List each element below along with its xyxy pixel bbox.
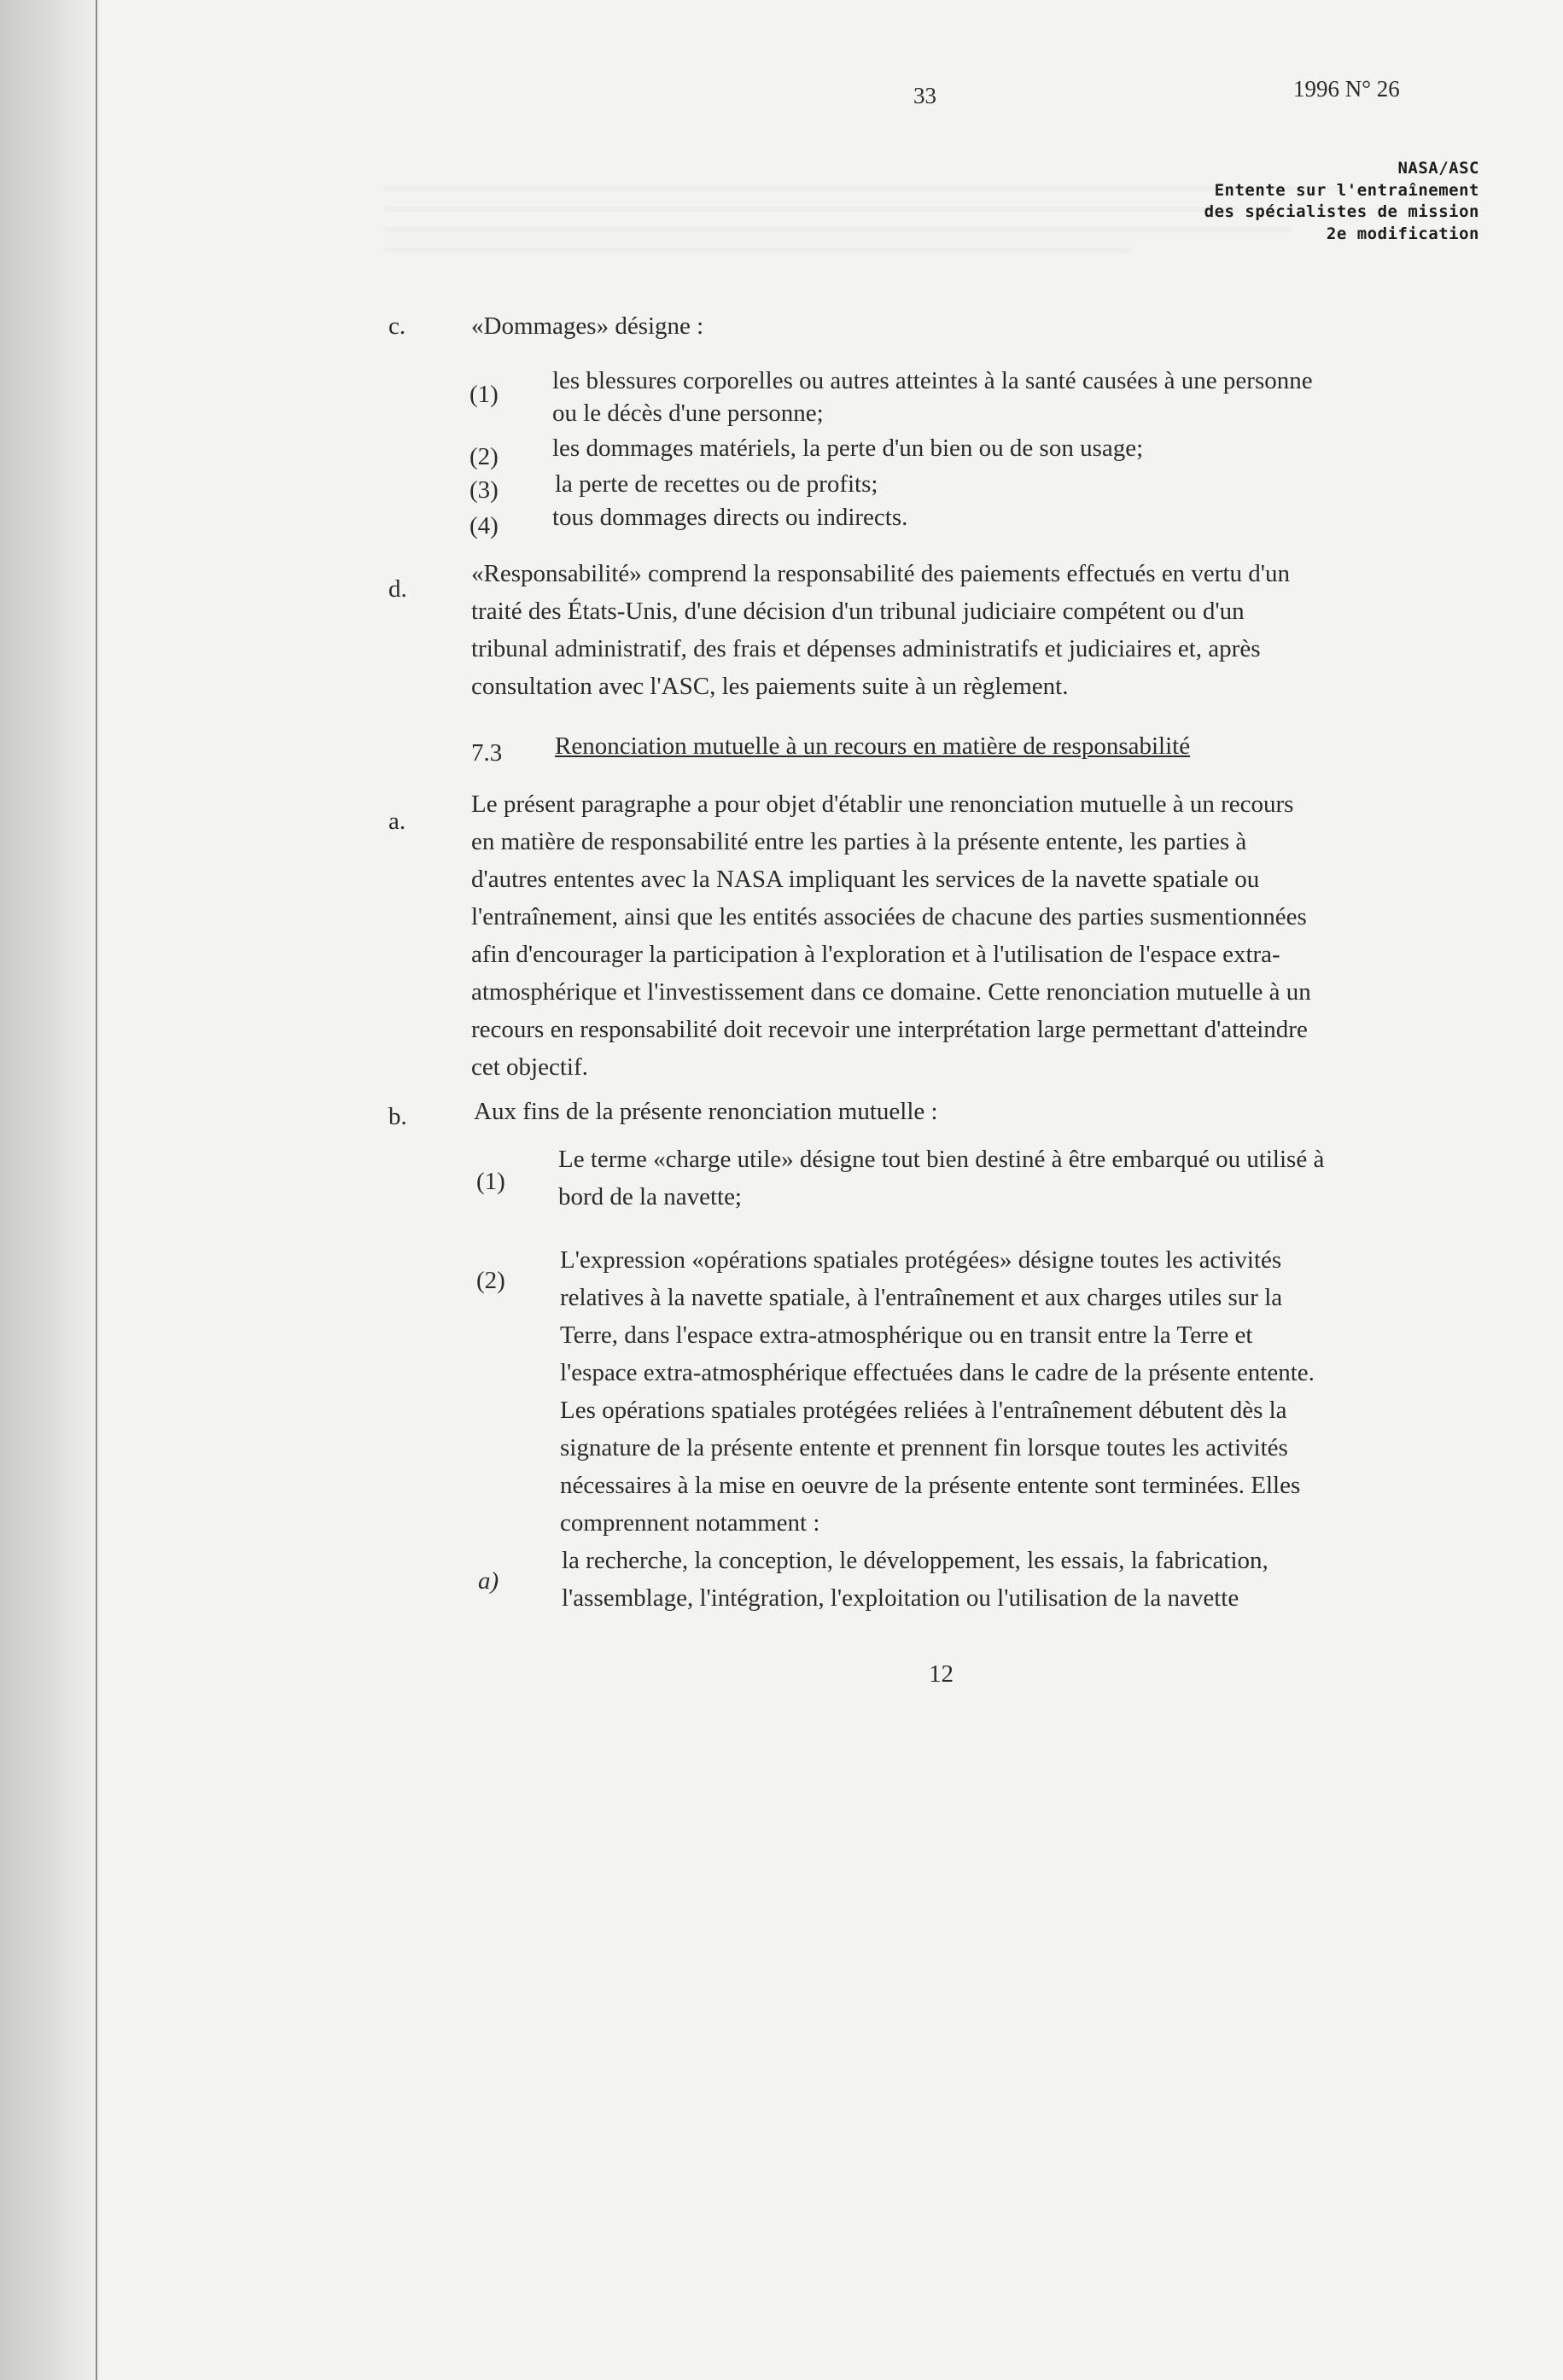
item-b1-line: Le terme «charge utile» désigne tout bien destiné à être embarqué ou utilisé à [558, 1146, 1325, 1173]
item-c3-num: (3) [469, 476, 499, 504]
item-sub-a-num: a) [478, 1567, 499, 1595]
item-c1-line2: ou le décès d'une personne; [552, 400, 824, 427]
section-a-line: Le présent paragraphe a pour objet d'établir une renonciation mutuelle à un recours [471, 790, 1294, 818]
section-b-label: b. [388, 1103, 407, 1130]
section-7-3-number: 7.3 [471, 739, 503, 767]
section-a-label: a. [388, 808, 406, 835]
section-a-line: afin d'encourager la participation à l'exploration et à l'utilisation de l'espace extra- [471, 941, 1280, 968]
page-number-top: 33 [913, 83, 936, 108]
header-title-line1: Entente sur l'entraînement [1214, 180, 1479, 200]
item-b1-body [558, 1140, 1324, 1216]
item-b2-line: Terre, dans l'espace extra-atmosphérique ou en transit entre la Terre et [560, 1321, 1253, 1349]
item-sub-a-line: l'assemblage, l'intégration, l'exploitation ou l'utilisation de la navette [562, 1584, 1239, 1612]
header-title-line2: des spécialistes de mission [1204, 202, 1479, 222]
section-a-line: cet objectif. [471, 1053, 588, 1081]
item-b2-line: L'expression «opérations spatiales protégées» désigne toutes les activités [560, 1246, 1282, 1274]
item-c4-num: (4) [469, 512, 499, 540]
binding-gutter [0, 0, 102, 2380]
section-d-line: consultation avec l'ASC, les paiements suite à un règlement. [471, 673, 1069, 700]
item-b2-line: nécessaires à la mise en oeuvre de la présente entente sont terminées. Elles [560, 1472, 1301, 1499]
item-b1-line: bord de la navette; [558, 1183, 742, 1210]
section-a-line: recours en responsabilité doit recevoir une interprétation large permettant d'atteindre [471, 1016, 1308, 1043]
item-b2-line: relatives à la navette spatiale, à l'entraînement et aux charges utiles sur la [560, 1284, 1283, 1311]
section-7-3-title: Renonciation mutuelle à un recours en matière de responsabilité [555, 732, 1191, 760]
section-c-intro: «Dommages» désigne : [471, 312, 704, 340]
item-c1-line1: les blessures corporelles ou autres atteintes à la santé causées à une personne [552, 367, 1313, 394]
item-c1-num: (1) [469, 381, 499, 408]
item-c2-text: les dommages matériels, la perte d'un bien ou de son usage; [552, 435, 1144, 462]
header-agency: NASA/ASC [1397, 159, 1479, 178]
item-sub-a-body [562, 1542, 1268, 1617]
item-c4-text: tous dommages directs ou indirects. [552, 504, 908, 531]
running-header [1204, 158, 1479, 246]
item-b2-line: l'espace extra-atmosphérique effectuées dans le cadre de la présente entente. [560, 1359, 1315, 1386]
section-d-line: tribunal administratif, des frais et dépenses administratifs et judiciaires et, après [471, 635, 1261, 662]
page-number-bottom: 12 [929, 1660, 954, 1688]
section-d-label: d. [388, 575, 407, 603]
section-c-label: c. [388, 312, 406, 340]
item-b2-line: comprennent notamment : [560, 1509, 820, 1537]
section-a-body [471, 785, 1311, 1086]
item-b2-line: Les opérations spatiales protégées reliées à l'entraînement débutent dès la [560, 1397, 1287, 1424]
section-d-line: traité des États-Unis, d'une décision d'un tribunal judiciaire compétent ou d'un [471, 598, 1245, 625]
section-a-line: en matière de responsabilité entre les parties à la présente entente, les parties à [471, 828, 1247, 855]
section-a-line: l'entraînement, ainsi que les entités associées de chacune des parties susmentionnées [471, 903, 1307, 930]
item-b2-num: (2) [476, 1267, 505, 1294]
item-b2-line: signature de la présente entente et prennent fin lorsque toutes les activités [560, 1434, 1288, 1461]
section-d-body [471, 555, 1290, 705]
section-d-line: «Responsabilité» comprend la responsabilité des paiements effectués en vertu d'un [471, 560, 1290, 587]
item-sub-a-line: la recherche, la conception, le développement, les essais, la fabrication, [562, 1547, 1268, 1574]
section-b-intro: Aux fins de la présente renonciation mutuelle : [474, 1098, 938, 1125]
item-b1-num: (1) [476, 1168, 505, 1195]
section-a-line: d'autres ententes avec la NASA impliquant les services de la navette spatiale ou [471, 866, 1260, 893]
issue-number: 1996 N° 26 [1293, 76, 1400, 102]
section-a-line: atmosphérique et l'investissement dans ce domaine. Cette renonciation mutuelle à un [471, 978, 1311, 1006]
item-c2-num: (2) [469, 443, 499, 470]
header-title-line3: 2e modification [1326, 224, 1479, 243]
item-c3-text: la perte de recettes ou de profits; [555, 470, 878, 498]
item-b2-body [560, 1241, 1315, 1542]
binding-edge [96, 0, 97, 2380]
